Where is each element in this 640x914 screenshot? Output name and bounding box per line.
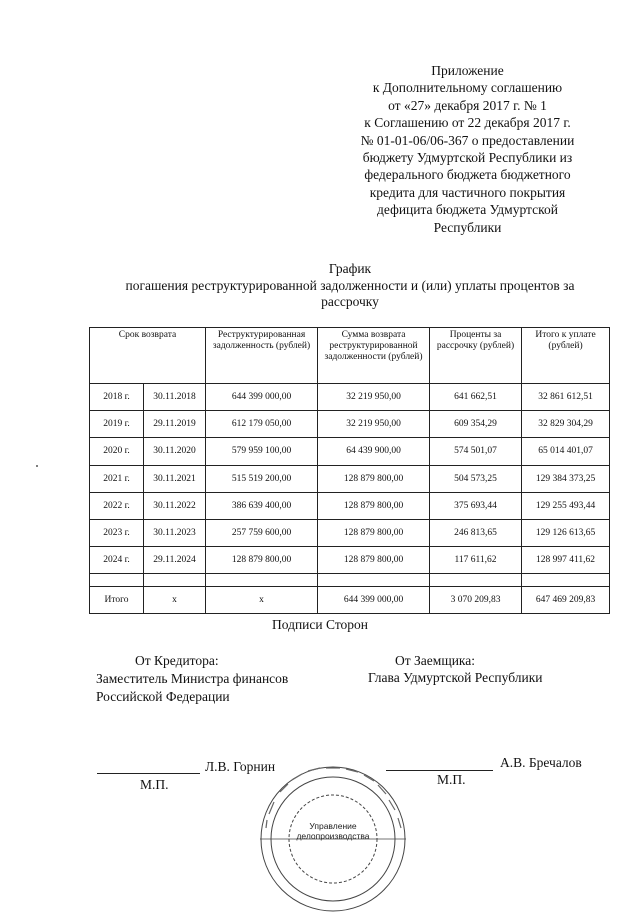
title-line-1: погашения реструктурированной задолженности и (или) уплаты процентов за: [125, 277, 575, 293]
official-stamp: [258, 764, 408, 914]
total-total: 647 469 209,83: [522, 587, 610, 614]
cell-restructured: 579 959 100,00: [206, 438, 318, 465]
cell-year: 2019 г.: [90, 411, 144, 438]
creditor-position-line-2: Российской Федерации: [96, 688, 230, 704]
cell-interest: 609 354,29: [430, 411, 522, 438]
cell-total: 65 014 401,07: [522, 438, 610, 465]
table-row: [90, 547, 610, 574]
header-total: Итого к уплате (рублей): [522, 328, 610, 384]
header-term: Срок возврата: [90, 328, 206, 384]
cell-return-sum: 64 439 900,00: [318, 438, 430, 465]
cell-restructured: 386 639 400,00: [206, 492, 318, 519]
scan-artifact: [36, 465, 38, 467]
signatures-heading: Подписи Сторон: [271, 617, 369, 632]
cell-total: 129 126 613,65: [522, 519, 610, 546]
cell-total: 32 861 612,51: [522, 384, 610, 411]
cell-year: 2022 г.: [90, 492, 144, 519]
creditor-position-line-1: Заместитель Министра финансов: [96, 671, 289, 686]
cell-interest: 246 813,65: [430, 519, 522, 546]
cell-interest: 117 611,62: [430, 547, 522, 574]
stamp-text-2: делопроизводства: [296, 831, 370, 841]
appendix-line: Республики: [433, 219, 502, 235]
appendix-line: от «27» декабря 2017 г. № 1: [388, 97, 547, 113]
appendix-line: федерального бюджета бюджетного: [364, 167, 571, 183]
appendix-line: к Соглашению от 22 декабря 2017 г.: [364, 115, 571, 131]
appendix-line: дефицита бюджета Удмуртской: [377, 202, 558, 218]
cell-return-sum: 32 219 950,00: [318, 411, 430, 438]
header-restructured: Реструктурированная задолженность (рублей): [206, 328, 318, 384]
borrower-position: Глава Удмуртской Республики: [368, 670, 543, 685]
cell-restructured: 257 759 600,00: [206, 519, 318, 546]
cell-year: 2023 г.: [90, 519, 144, 546]
cell-interest: 574 501,07: [430, 438, 522, 465]
header-return-sum: Сумма возврата реструктурированной задолженности (рублей): [318, 328, 430, 384]
cell-interest: 641 662,51: [430, 384, 522, 411]
cell-restructured: 515 519 200,00: [206, 465, 318, 492]
table-row: [90, 492, 610, 519]
table-row: [90, 465, 610, 492]
total-x-2: x: [206, 587, 318, 614]
cell-year: 2024 г.: [90, 547, 144, 574]
appendix-line: кредита для частичного покрытия: [369, 184, 566, 200]
blank-cell: [90, 574, 144, 587]
cell-date: 29.11.2024: [144, 547, 206, 574]
appendix-line: № 01-01-06/06-367 о предоставлении: [360, 132, 575, 148]
stamp-text-1: Управление: [309, 821, 357, 831]
cell-return-sum: 32 219 950,00: [318, 384, 430, 411]
cell-date: 30.11.2022: [144, 492, 206, 519]
blank-cell: [318, 574, 430, 587]
cell-year: 2021 г.: [90, 465, 144, 492]
table-row: [90, 438, 610, 465]
creditor-signature-line: [97, 773, 200, 774]
blank-cell: [430, 574, 522, 587]
header-interest: Проценты за рассрочку (рублей): [430, 328, 522, 384]
borrower-seal-label: М.П.: [437, 772, 466, 787]
borrower-label: От Заемщика:: [395, 653, 476, 668]
cell-total: 129 384 373,25: [522, 465, 610, 492]
cell-date: 29.11.2019: [144, 411, 206, 438]
table-row: [90, 411, 610, 438]
creditor-position: [96, 670, 288, 705]
cell-interest: 504 573,25: [430, 465, 522, 492]
appendix-line: бюджету Удмуртской Республики из: [362, 150, 573, 166]
cell-restructured: 612 179 050,00: [206, 411, 318, 438]
total-return-sum: 644 399 000,00: [318, 587, 430, 614]
table-row: [90, 519, 610, 546]
title-main: График: [328, 261, 372, 276]
schedule-title: [80, 261, 620, 311]
borrower-name: А.В. Бречалов: [500, 755, 582, 770]
cell-year: 2020 г.: [90, 438, 144, 465]
cell-total: 32 829 304,29: [522, 411, 610, 438]
blank-cell: [206, 574, 318, 587]
cell-date: 30.11.2021: [144, 465, 206, 492]
cell-restructured: 644 399 000,00: [206, 384, 318, 411]
table-row: [90, 384, 610, 411]
title-line-2: рассрочку: [321, 294, 379, 309]
cell-date: 30.11.2018: [144, 384, 206, 411]
total-label: Итого: [90, 587, 144, 614]
cell-restructured: 128 879 800,00: [206, 547, 318, 574]
appendix-line: Приложение: [431, 63, 504, 78]
cell-return-sum: 128 879 800,00: [318, 465, 430, 492]
cell-interest: 375 693,44: [430, 492, 522, 519]
cell-return-sum: 128 879 800,00: [318, 492, 430, 519]
cell-return-sum: 128 879 800,00: [318, 519, 430, 546]
total-x-1: x: [144, 587, 206, 614]
repayment-schedule-table: [89, 327, 610, 614]
cell-return-sum: 128 879 800,00: [318, 547, 430, 574]
table-blank-row: [90, 574, 610, 587]
creditor-label: От Кредитора:: [135, 653, 219, 668]
cell-date: 30.11.2020: [144, 438, 206, 465]
table-header-row: [90, 328, 610, 384]
total-interest: 3 070 209,83: [430, 587, 522, 614]
cell-total: 129 255 493,44: [522, 492, 610, 519]
cell-date: 30.11.2023: [144, 519, 206, 546]
cell-total: 128 997 411,62: [522, 547, 610, 574]
creditor-seal-label: М.П.: [140, 777, 169, 792]
blank-cell: [522, 574, 610, 587]
creditor-name: Л.В. Горнин: [205, 759, 276, 774]
cell-year: 2018 г.: [90, 384, 144, 411]
appendix-header: [330, 62, 605, 236]
table-total-row: [90, 587, 610, 614]
appendix-line: к Дополнительному соглашению: [372, 80, 563, 96]
blank-cell: [144, 574, 206, 587]
